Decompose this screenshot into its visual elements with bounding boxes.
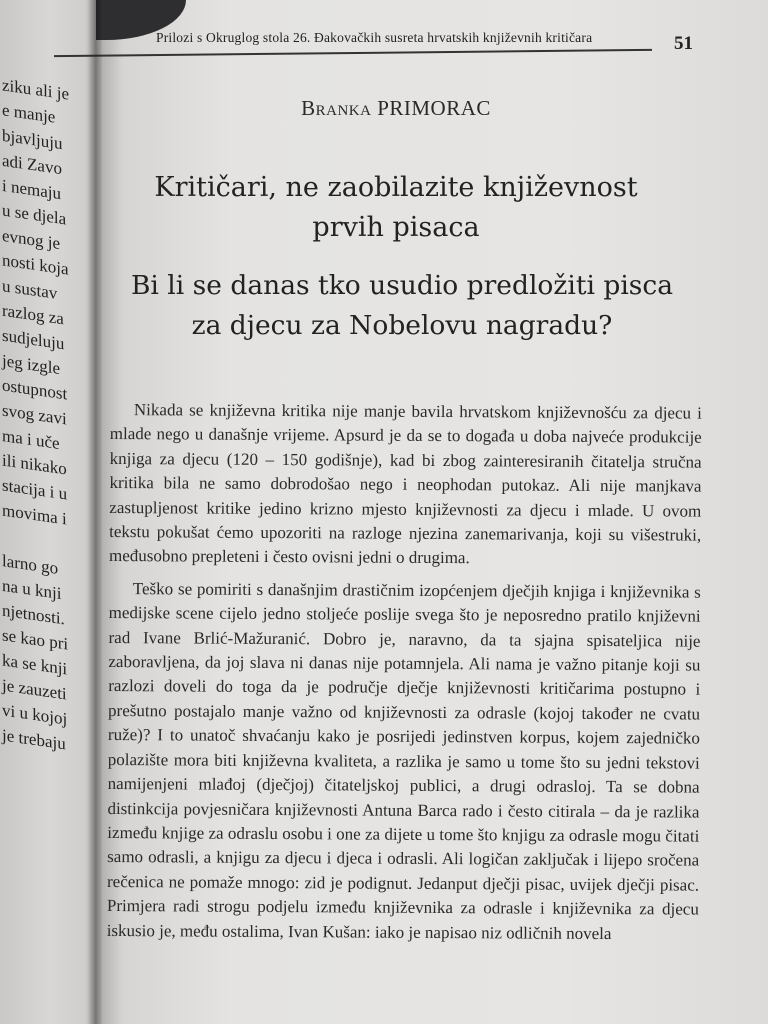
- author-first-name: Branka: [301, 96, 372, 120]
- body-paragraph: Nikada se književna kritika nije manje bavila hrvatskom književnošću za djecu i mlade nego u današnje vrijeme. Apsurd je da se to događa u doba najveće produkcije knjiga za djecu (120 – 150 godišnje), kad bi zbog zainteresiranih čitatelja stručna kritika bila ne samo dobrodošao nego i neophodan putokaz. Ali nije manjkava zastupljenost kritike jedino krizno mjesto književnosti za djecu i mlade. U ovom tekstu pokušat ćemo upozoriti na razloge njezina zanemarivanja, koji su višestruki, međusobno prepleteni i često ovisni jedni o drugima.: [108, 400, 702, 568]
- article-subtitle: [96, 266, 708, 346]
- article-body: [107, 398, 702, 955]
- facing-page-text-fragment: i nemaju: [2, 175, 62, 204]
- facing-page-text-fragment: nosti koja: [2, 250, 69, 279]
- facing-page-text-fragment: vi u kojoj: [2, 700, 68, 729]
- body-paragraph: Teško se pomiriti s današnjim drastičnim izopćenjem dječjih knjiga i književnika s medijske scene cijelo jedno stoljeće poslije svega što je neposredno pratilo književni rad Ivane Brlić-Mažuranić. Dobro je, naravno, da ta sjajna spisateljica nije zaboravljena, da joj slava ni danas nije potamnjela. Ali nama je važno pitanje koji su razlozi doveli do toga da je područje dječje književnosti kritičarima postupno i prešutno postajalo manje važno od književnosti za odrasle (kojoj također ne cvatu ruže)? I to unatoč shvaćanju kako je posrijedi jedinstven korpus, kojem zajedničko polazište mora biti književna kvaliteta, a razlika je samo u tome što su jedni tekstovi namijenjeni mlađoj (dječjoj) čitateljskoj publici, a drugi odrasloj. Ta se dobna distinkcija povjesničara književnosti Antuna Barca rado i često citirala – da je razlika između knjige za odraslu osobu i one za dijete u tome što knjigu za odrasle mogu čitati samo odrasli, a knjigu za djecu i djeca i odrasli. Ali logičan zaključak i lijepo sročena rečenica ne pomaže mnogo: zid je podignut. Jedanput dječji pisac, uvijek dječji pisac. Primjera radi strogu podjelu između književnika za odrasle i književnika za djecu iskusio je, među ostalima, Ivan Kušan: iako je napisao niz odličnih novela: [106, 578, 701, 943]
- facing-page-text-fragment: bjavljuju: [2, 125, 63, 154]
- facing-page-text-fragment: razlog za: [2, 300, 64, 329]
- header-rule: [54, 49, 652, 57]
- facing-page-text-fragment: e manje: [2, 100, 56, 127]
- subtitle-line: Bi li se danas tko usudio predložiti pisca: [130, 270, 674, 301]
- facing-page-text-fragment: ili nikako: [2, 450, 67, 479]
- facing-page-text-fragment: je zauzeti: [2, 675, 67, 704]
- facing-page-text-fragment: evnog je: [2, 225, 61, 254]
- title-line: prvih pisaca: [312, 212, 480, 243]
- facing-page-text-fragment: svog zavi: [2, 400, 67, 429]
- author-last-name: PRIMORAC: [377, 96, 491, 120]
- running-header: Prilozi s Okruglog stola 26. Đakovačkih susreta hrvatskih književnih kritičara: [156, 30, 593, 45]
- facing-page-text-fragment: njetnosti.: [2, 600, 65, 629]
- facing-page-text-fragment: je trebaju: [2, 725, 66, 754]
- facing-page-text-fragment: ma i uče: [2, 425, 60, 454]
- author-name: [96, 96, 696, 121]
- facing-page-text-fragment: ka se knji: [2, 650, 68, 679]
- facing-page-text-fragment: se kao pri: [2, 625, 69, 654]
- facing-page-text-fragment: jeg izgle: [2, 350, 61, 379]
- page-number: 51: [674, 33, 693, 54]
- facing-page-text-fragment: na u knji: [2, 575, 62, 604]
- book-page: [96, 0, 768, 1024]
- article-title: [96, 168, 696, 248]
- facing-page-text-fragment: adi Zavo: [2, 150, 62, 179]
- subtitle-line: za djecu za Nobelovu nagradu?: [191, 310, 613, 341]
- facing-page-left: [0, 0, 100, 1024]
- facing-page-text-fragment: larno go: [2, 551, 59, 578]
- facing-page-text-fragment: u sustav: [2, 276, 58, 303]
- facing-page-text-fragment: movima i: [2, 500, 67, 529]
- title-line: Kritičari, ne zaobilazite književnost: [154, 172, 638, 203]
- facing-page-text-fragment: u se djela: [2, 200, 67, 229]
- book-gutter-shadow: [88, 0, 102, 1024]
- facing-page-text-fragment: sudjeluju: [2, 325, 65, 354]
- facing-page-text-fragment: ziku ali je: [2, 75, 70, 104]
- facing-page-text-fragment: stacija i u: [2, 475, 68, 504]
- facing-page-text-fragment: ostupnost: [2, 375, 68, 404]
